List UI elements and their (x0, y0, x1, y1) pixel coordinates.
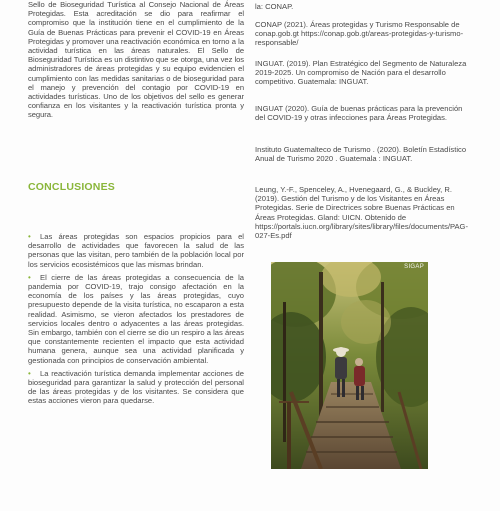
reference-item: Instituto Guatemalteco de Turismo . (2020). Boletín Estadístico Anual de Turismo 2020 . Guatemala : INGUAT. (255, 145, 467, 164)
bullet-icon: • (28, 232, 31, 241)
photo-watermark: SIGAP (404, 264, 424, 270)
reference-item: la: CONAP. (255, 2, 294, 11)
reference-item: INGUAT (2020). Guía de buenas prácticas para la prevención del COVID-19 y otras infecciones para Áreas Protegidas. (255, 104, 463, 123)
list-item (28, 369, 244, 406)
bullet-icon: • (28, 368, 31, 378)
reference-item: INGUAT. (2019). Plan Estratégico del Segmento de Naturaleza 2019-2025. Un compromiso de Nación para el desarrollo competitivo. Guatemala: INGUAT. (255, 59, 467, 87)
reference-item: Leung, Y.-F., Spenceley, A., Hvenegaard, G., & Buckley, R. (2019). Gestión del Turismo y de los Visitantes en Áreas Protegidas. Serie de Directrices sobre Buenas Prácticas en Áreas Protegidas. Gland: UICN. Obtenido de https://portals.iucn.org/library/sites/library/files/documents/PAG-027-Es.pdf (255, 185, 468, 241)
bullet-text: El cierre de las áreas protegidas a consecuencia de la pandemia por COVID-19, trajo consigo afectación en la economía de los países y las áreas protegidas, cuyo presupuesto depende de la visita turística, no escaparon a esta realidad. Asimismo, se vieron afectados los prestadores de servicios locales dentro o adyacentes a las áreas protegidas. Sin embargo, también con el cierre se dio un respiro a las áreas que constantemente recienten el impacto que esta actividad humana genera, aunque sea una actividad planificada y gestionada con principios de conservación ambiental. (28, 272, 244, 365)
conclusions-heading: CONCLUSIONES (28, 181, 115, 193)
intro-paragraph: Sello de Bioseguridad Turística al Consejo Nacional de Áreas Protegidas. Esta acreditación se dio para reafirmar el compromiso que la institución tiene en el cumplimiento de la Guía de Buenas Prácticas para prevenir el COVID-19 en Áreas Protegidas y promover una reactivación económica en torno a la actividad turística en las áreas naturales. El Sello de Bioseguridad Turística es un distintivo que se otorga, una vez los administradores de áreas protegidas y su equipo evidencien el cumplimiento con las medidas sanitarias o de bioseguridad para el manejo y prevención del contagio por COVID-19 en actividades turísticas. Uno de los objetivos del sello es generar confianza en los visitantes y la reactivación turística pronta y segura. (28, 0, 244, 120)
reference-item: CONAP (2021). Áreas protegidas y Turismo Responsable de conap.gob.gt https://conap.gob.gt/areas-protegidas-y-turismo-responsable/ (255, 20, 464, 48)
forest-trail-image (271, 262, 428, 469)
bullet-icon: • (28, 272, 31, 282)
list-item (28, 273, 244, 365)
bullet-text: La reactivación turística demanda implementar acciones de bioseguridad para garantizar la salud y protección del personal de las áreas protegidas y de los visitantes. Se considera que estas acciones vieron para quedarse. (28, 368, 244, 406)
bullet-text: Las áreas protegidas son espacios propicios para el desarrollo de actividades que favorecen la salud de las personas que las visitan, pero también de la población local por los servicios ecosistémicos que las mismas brindan. (28, 232, 244, 269)
conclusions-list (28, 232, 244, 410)
trail-photo (271, 262, 428, 469)
list-item (28, 232, 244, 269)
